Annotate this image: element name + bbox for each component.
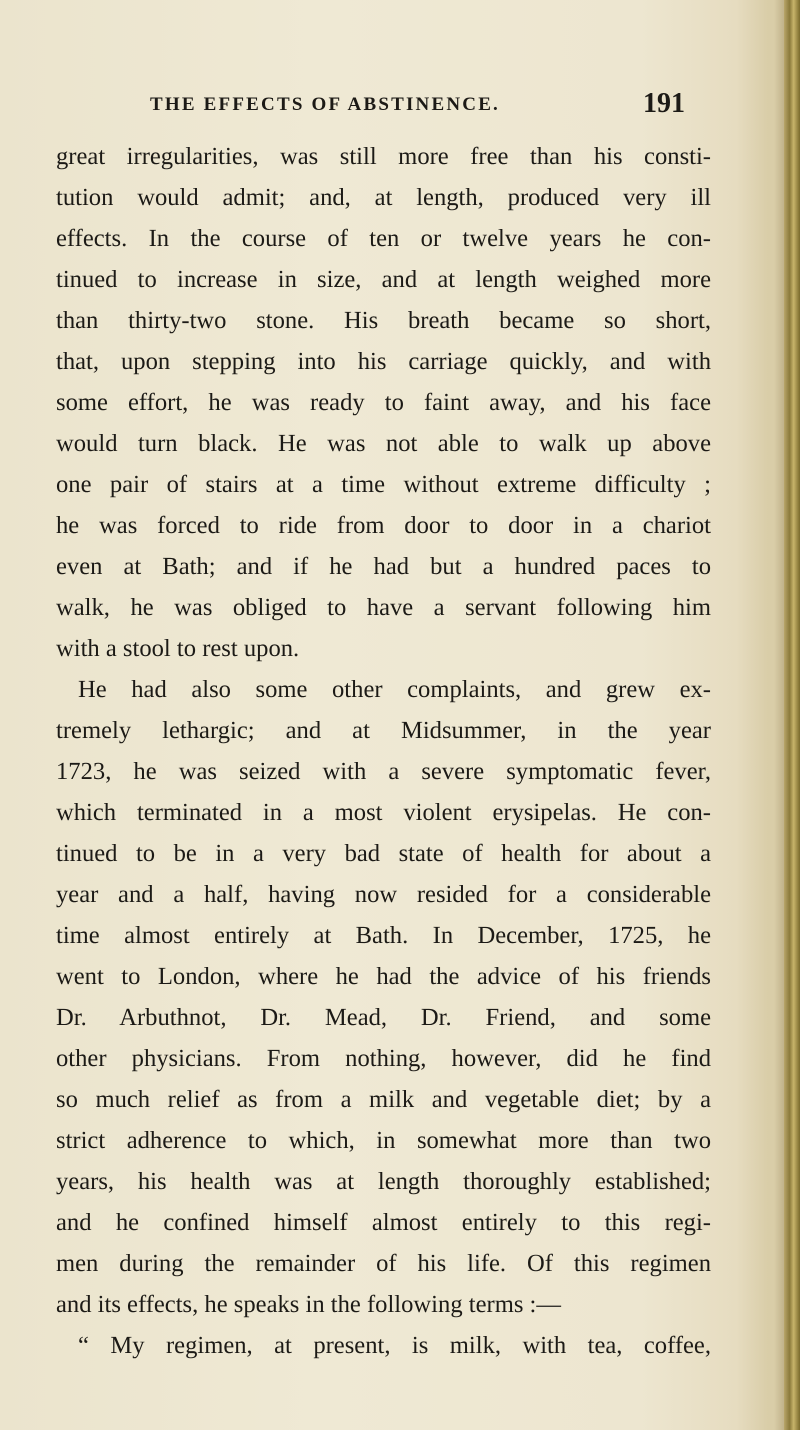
text-line: tution would admit; and, at length, produced very ill <box>56 184 711 211</box>
text-line: that, upon stepping into his carriage quickly, and with <box>56 348 711 375</box>
text-line: with a stool to rest upon. <box>56 635 300 662</box>
text-line: years, his health was at length thoroughly established; <box>56 1168 711 1195</box>
text-line: so much relief as from a milk and vegetable diet; by a <box>56 1086 711 1113</box>
text-line: men during the remainder of his life. Of this regimen <box>56 1250 711 1277</box>
text-line: great irregularities, was still more free than his consti- <box>56 143 711 170</box>
text-line: other physicians. From nothing, however, did he find <box>56 1045 711 1072</box>
paragraph-start-line: He had also some other complaints, and grew ex- <box>78 676 711 703</box>
page-number: 191 <box>643 88 685 119</box>
text-line: time almost entirely at Bath. In December, 1725, he <box>56 922 711 949</box>
text-line: tremely lethargic; and at Midsummer, in the year <box>56 717 711 744</box>
running-head: THE EFFECTS OF ABSTINENCE. <box>150 94 501 115</box>
text-line: tinued to be in a very bad state of health for about a <box>56 840 711 867</box>
text-line: he was forced to ride from door to door in a chariot <box>56 512 711 539</box>
text-line: which terminated in a most violent erysipelas. He con- <box>56 799 711 826</box>
text-line: would turn black. He was not able to walk up above <box>56 430 711 457</box>
text-line: and he confined himself almost entirely to this regi- <box>56 1209 711 1236</box>
text-line: tinued to increase in size, and at length weighed more <box>56 266 711 293</box>
text-line: one pair of stairs at a time without extreme difficulty ; <box>56 471 711 498</box>
text-line: some effort, he was ready to faint away, and his face <box>56 389 711 416</box>
text-line: year and a half, having now resided for a considerable <box>56 881 711 908</box>
quotation-start-line: “ My regimen, at present, is milk, with tea, coffee, <box>78 1332 711 1359</box>
text-line: went to London, where he had the advice of his friends <box>56 963 711 990</box>
text-line: even at Bath; and if he had but a hundred paces to <box>56 553 711 580</box>
text-line: effects. In the course of ten or twelve years he con- <box>56 225 711 252</box>
text-line: walk, he was obliged to have a servant following him <box>56 594 711 621</box>
text-line: Dr. Arbuthnot, Dr. Mead, Dr. Friend, and some <box>56 1004 711 1031</box>
text-line: strict adherence to which, in somewhat more than two <box>56 1127 711 1154</box>
text-line: 1723, he was seized with a severe symptomatic fever, <box>56 758 711 785</box>
text-line: and its effects, he speaks in the following terms :— <box>56 1291 561 1318</box>
text-line: than thirty-two stone. His breath became so short, <box>56 307 711 334</box>
